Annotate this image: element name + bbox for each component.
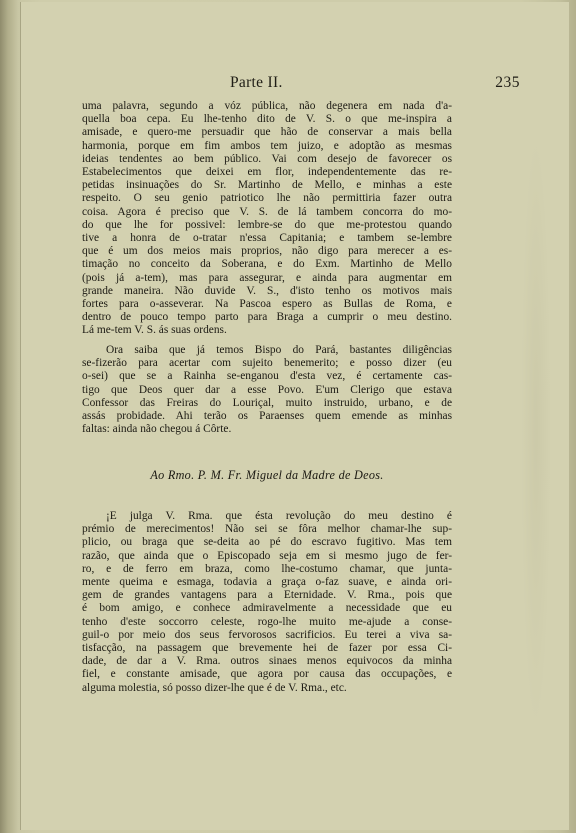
text-line: ro, e de ferro em braza, como lhe-costumo chamar, que junta-: [82, 562, 452, 575]
text-line: que é um dos meios mais proprios, não digo para merecer a es-: [82, 245, 452, 258]
text-line: coisa. Agora é preciso que V. S. de lá tambem concorra do mo-: [82, 205, 452, 218]
text-line: prémio de merecimentos! Não sei se fôra melhor chamar-lhe sup-: [82, 523, 452, 536]
text-line: uma palavra, segundo a vóz pública, não degenera em nada d'a-: [82, 100, 452, 112]
letter-body: [82, 510, 452, 695]
text-line: fiel, e constante amisade, que agora por causa das occupações, e: [82, 668, 452, 681]
text-line: Confessor das Freiras do Louriçal, muito instruido, urbano, e de: [82, 396, 452, 409]
text-line: do que lhe for possivel: lembre-se do que me-protestou quando: [82, 218, 452, 231]
text-line: timação no conceito da Soberana, e do Exm. Martinho de Mello: [82, 258, 452, 271]
text-line: o-sei) que se a Rainha se-enganou d'esta vez, é certamente cas-: [82, 370, 452, 383]
text-line: tisfacção, na passagem que brevemente hei de fazer por essa Ci-: [82, 642, 452, 655]
paper-stain: [521, 132, 551, 732]
text-line: (pois já a-tem), mas para assegurar, e ainda para augmentar em: [82, 271, 452, 284]
text-line: razão, que ainda que o Episcopado seja em si mesmo jugo de fer-: [82, 549, 452, 562]
text-line: ideias tendentes ao bem público. Vai com desejo de favorecer os: [82, 152, 452, 165]
text-line: é bom amigo, e conhece admiravelmente a necessidade que eu: [82, 602, 452, 615]
text-line: Lá me-tem V. S. ás suas ordens.: [82, 324, 227, 337]
letter-address-heading: Ao Rmo. P. M. Fr. Miguel da Madre de Deos.: [150, 468, 384, 482]
text-line: plicio, ou braga que se-deita ao pé do escravo fugitivo. Mas tem: [82, 536, 452, 549]
text-line: guil-o por meio dos seus fervorosos sacrificios. Eu terei a viva sa-: [82, 628, 452, 641]
text-line: grande maneira. Não duvide V. S., d'isto tenho os motivos mais: [82, 284, 452, 297]
text-line: alguma molestia, só posso dizer-lhe que é de V. Rma., etc.: [82, 681, 347, 694]
page-number: 235: [495, 74, 520, 91]
text-line: quella boa cepa. Eu lhe-tenho dito de V. S. o que me-inspira a: [82, 113, 452, 126]
paragraph-continuation: [82, 100, 452, 338]
text-line: amisade, e quero-me persuadir que hão de conservar a mais bella: [82, 126, 452, 139]
text-line: se-fizerão para acertar com sujeito benemerito; e posso dizer (eu: [82, 357, 452, 370]
running-title: Parte II.: [230, 74, 283, 91]
page-header: [230, 74, 520, 96]
text-line: assás probidade. Ahi terão os Paraenses quem emende as minhas: [82, 410, 452, 423]
text-line: Ora saiba que já temos Bispo do Pará, bastantes diligências: [106, 344, 452, 356]
text-line: petidas insinuações do Sr. Martinho de Mello, e minhas a este: [82, 179, 452, 192]
text-line: tive a honra de o-tratar n'essa Capitania; e tambem se-lembre: [82, 232, 452, 245]
text-line: harmonia, porque em fim ambos tem juizo, e adoptão as mesmas: [82, 139, 452, 152]
text-line: fortes para o-asseverar. Na Pascoa espero as Bullas de Roma, e: [82, 298, 452, 311]
text-line: Estabelecimentos que deixei em flor, independentemente das re-: [82, 166, 452, 179]
paragraph-bishop: [82, 344, 452, 436]
text-line: gem de grandes vantagens para a Eternidade. V. Rma., pois que: [82, 589, 452, 602]
text-line: faltas: ainda não chegou á Côrte.: [82, 423, 232, 436]
text-line: tenho d'este soccorro celeste, rogo-lhe muito me-ajude a conse-: [82, 615, 452, 628]
text-line: dentro de pouco tempo parto para Braga a cumprir o meu destino.: [82, 311, 452, 324]
text-line: mente queima e esmaga, todavia a graça o-faz suave, e ainda ori-: [82, 576, 452, 589]
text-line: dade, de dar a V. Rma. outros sinaes menos equivocos da minha: [82, 655, 452, 668]
text-line: tigo que Deos quer dar a esse Povo. E'um Clerigo que estava: [82, 383, 452, 396]
text-line: respeito. O seu genio patriotico lhe não permittiria fazer outra: [82, 192, 452, 205]
text-line: ¡E julga V. Rma. que ésta revolução do meu destino é: [106, 510, 452, 522]
book-spine-shadow: [0, 0, 18, 833]
